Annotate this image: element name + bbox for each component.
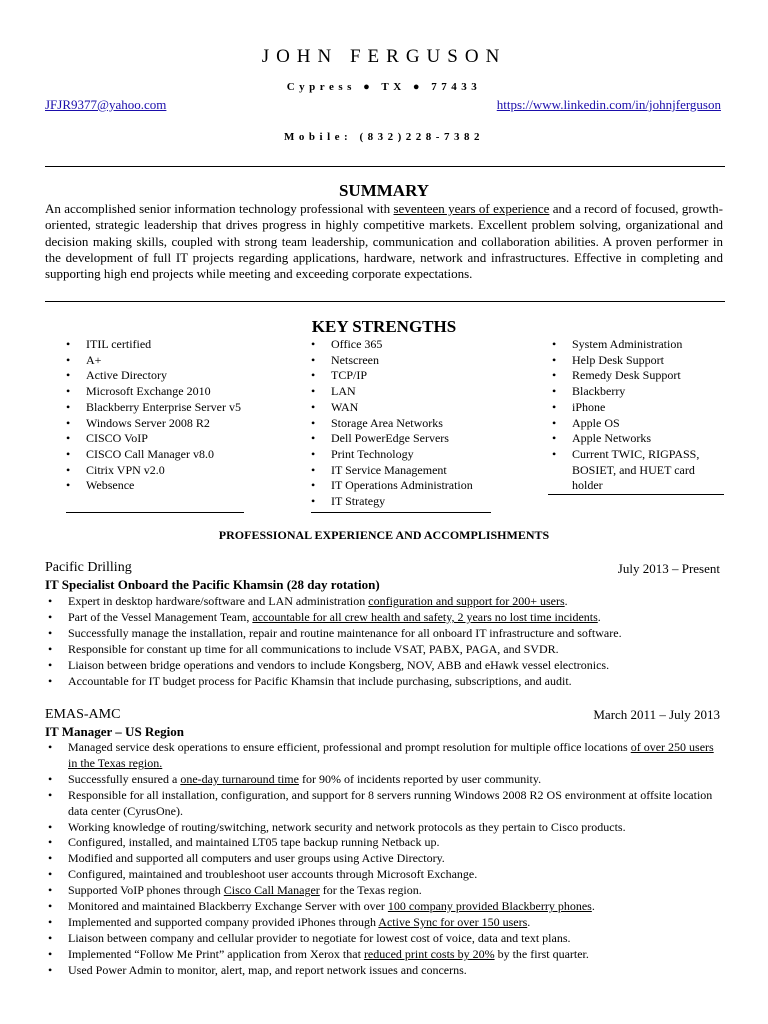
header-divider xyxy=(45,166,725,167)
strength-item: • Active Directory xyxy=(66,368,246,384)
bullet-highlight: reduced print costs by 20% xyxy=(363,946,495,961)
strength-item: • LAN xyxy=(311,384,511,400)
strength-item: • IT Service Management xyxy=(311,463,511,479)
strength-item: • TCP/IP xyxy=(311,368,511,384)
job-1-company: Pacific Drilling xyxy=(45,560,132,575)
summary-paragraph xyxy=(45,201,723,282)
bullet-text: . xyxy=(591,899,595,914)
strengths-column-3-rule xyxy=(548,494,724,495)
job-1-role: IT Specialist Onboard the Pacific Khamsin (28 day rotation) xyxy=(45,577,380,592)
linkedin-link[interactable]: https://www.linkedin.com/in/johnjferguson xyxy=(496,97,721,112)
strength-item: • Remedy Desk Support xyxy=(552,368,724,384)
summary-title: SUMMARY xyxy=(338,181,430,200)
address-line: Cypress ● TX ● 77433 xyxy=(286,81,482,93)
strength-item: • A+ xyxy=(66,353,246,369)
strengths-column-1-rule xyxy=(66,512,244,513)
job-bullet: • Modified and supported all computers and user groups using Active Directory. xyxy=(45,851,725,867)
job-bullet: • Configured, maintained and troubleshoot user accounts through Microsoft Exchange. xyxy=(45,867,725,883)
strength-item: • Citrix VPN v2.0 xyxy=(66,463,246,479)
job-2-dates: March 2011 – July 2013 xyxy=(593,707,720,722)
job-bullet xyxy=(45,772,725,788)
bullet-text: by the first quarter. xyxy=(494,946,589,961)
strength-item: • Microsoft Exchange 2010 xyxy=(66,384,246,400)
job-1-bullets xyxy=(45,594,725,689)
bullet-highlight: Cisco Call Manager xyxy=(223,883,320,898)
strength-item: • Netscreen xyxy=(311,353,511,369)
job-2-bullets xyxy=(45,740,725,979)
bullet-text: . xyxy=(527,914,531,929)
job-bullet xyxy=(45,740,725,772)
strength-item: • ITIL certified xyxy=(66,337,246,353)
bullet-highlight: of over 250 users in the Texas region. xyxy=(68,740,714,770)
summary-divider xyxy=(45,301,725,302)
strength-item: • Current TWIC, RIGPASS, BOSIET, and HUET card holder xyxy=(552,447,724,494)
bullet-highlight: accountable for all crew health and safety, 2 years no lost time incidents xyxy=(252,609,598,624)
bullet-text: Part of the Vessel Management Team, xyxy=(68,609,253,624)
bullet-text: for the Texas region. xyxy=(319,883,422,898)
strength-item: • Apple Networks xyxy=(552,431,724,447)
strength-item: • IT Strategy xyxy=(311,494,511,510)
job-bullet: • Configured, installed, and maintained LT05 tape backup running Netback up. xyxy=(45,835,725,851)
strength-item: • Dell PowerEdge Servers xyxy=(311,431,511,447)
job-2-company: EMAS-AMC xyxy=(45,707,121,722)
bullet-text: Managed service desk operations to ensure efficient, professional and prompt resolution for multiple office locations xyxy=(68,740,631,754)
bullet-highlight: Active Sync for over 150 users xyxy=(378,914,528,929)
strength-item: • Storage Area Networks xyxy=(311,416,511,432)
job-bullet: • Accountable for IT budget process for Pacific Khamsin that include purchasing, subscriptions, and audit. xyxy=(45,674,725,690)
strength-item: • iPhone xyxy=(552,400,724,416)
strength-item: • CISCO VoIP xyxy=(66,431,246,447)
summary-text-1: An accomplished senior information technology professional with xyxy=(45,201,394,216)
bullet-text: . xyxy=(564,594,568,608)
job-bullet: • Liaison between bridge operations and vendors to include Kongsberg, NOV, ABB and eHawk vessel electronics. xyxy=(45,658,725,674)
strength-item: • System Administration xyxy=(552,337,724,353)
bullet-text: Supported VoIP phones through xyxy=(68,883,224,898)
strength-item: • Blackberry Enterprise Server v5 xyxy=(66,400,246,416)
bullet-highlight: one-day turnaround time xyxy=(180,771,299,786)
strengths-column-2-rule xyxy=(311,512,491,513)
job-bullet: • Responsible for constant up time for all communications to include VSAT, PABX, PAGA, and SVDR. xyxy=(45,642,725,658)
strength-item: • WAN xyxy=(311,400,511,416)
bullet-text: Expert in desktop hardware/software and LAN administration xyxy=(68,594,369,608)
job-bullet: • Used Power Admin to monitor, alert, map, and report network issues and concerns. xyxy=(45,963,725,979)
experience-title: PROFESSIONAL EXPERIENCE AND ACCOMPLISHMENTS xyxy=(218,528,550,542)
strength-item: • Print Technology xyxy=(311,447,511,463)
bullet-text: for 90% of incidents reported by user community. xyxy=(298,771,542,786)
job-1-dates: July 2013 – Present xyxy=(617,561,720,576)
job-bullet: • Liaison between company and cellular provider to negotiate for lowest cost of voice, data and text plans. xyxy=(45,931,725,947)
bullet-highlight: configuration and support for 200+ users xyxy=(368,594,565,608)
bullet-text: Implemented “Follow Me Print” application from Xerox that xyxy=(68,946,364,961)
job-bullet xyxy=(45,947,725,963)
candidate-name: JOHN FERGUSON xyxy=(261,46,507,67)
strength-item: • Windows Server 2008 R2 xyxy=(66,416,246,432)
summary-experience-highlight: seventeen years of experience xyxy=(393,201,550,216)
job-bullet: • Successfully manage the installation, repair and routine maintenance for all onboard IT infrastructure and software. xyxy=(45,626,725,642)
job-bullet xyxy=(45,610,725,626)
job-bullet xyxy=(45,915,725,931)
strengths-column-2 xyxy=(311,337,511,510)
strength-item: • Office 365 xyxy=(311,337,511,353)
job-2-role: IT Manager – US Region xyxy=(45,724,184,739)
strength-item: • Websence xyxy=(66,478,246,494)
strength-item: • Apple OS xyxy=(552,416,724,432)
strength-item: • Help Desk Support xyxy=(552,353,724,369)
job-bullet xyxy=(45,899,725,915)
strength-item: • IT Operations Administration xyxy=(311,478,511,494)
bullet-text: . xyxy=(597,609,601,624)
strengths-column-1 xyxy=(66,337,246,494)
bullet-text: Monitored and maintained Blackberry Exchange Server with over xyxy=(68,899,388,914)
strengths-title: KEY STRENGTHS xyxy=(311,317,457,336)
bullet-text: Implemented and supported company provided iPhones through xyxy=(68,914,379,929)
job-bullet: • Responsible for all installation, configuration, and support for 8 servers running Windows 2008 R2 OS environment at offsite location data center (CyrusOne). xyxy=(45,788,725,820)
job-bullet xyxy=(45,883,725,899)
strengths-column-3 xyxy=(552,337,724,494)
strength-item: • Blackberry xyxy=(552,384,724,400)
email-link[interactable]: JFJR9377@yahoo.com xyxy=(45,97,167,112)
strength-item: • CISCO Call Manager v8.0 xyxy=(66,447,246,463)
bullet-highlight: 100 company provided Blackberry phones xyxy=(387,899,592,914)
mobile-line: Mobile: (832)228-7382 xyxy=(284,131,484,143)
job-bullet: • Working knowledge of routing/switching, network security and network protocols as they pertain to Cisco products. xyxy=(45,820,725,836)
job-bullet xyxy=(45,594,725,610)
bullet-text: Successfully ensured a xyxy=(68,771,181,786)
summary-text-2: and a record of focused, growth-oriented, strategic leadership that drives progress in highly competitive markets. Excellent problem solving, organizational and decision making skills, coupled with strong team leadership, communication and collaboration abilities. A proven performer in the development of full IT projects regarding applications, hardware, network and infrastructures. Effective in completing and supporting high end projects while meeting and exceeding corporate expectations. xyxy=(45,201,723,282)
